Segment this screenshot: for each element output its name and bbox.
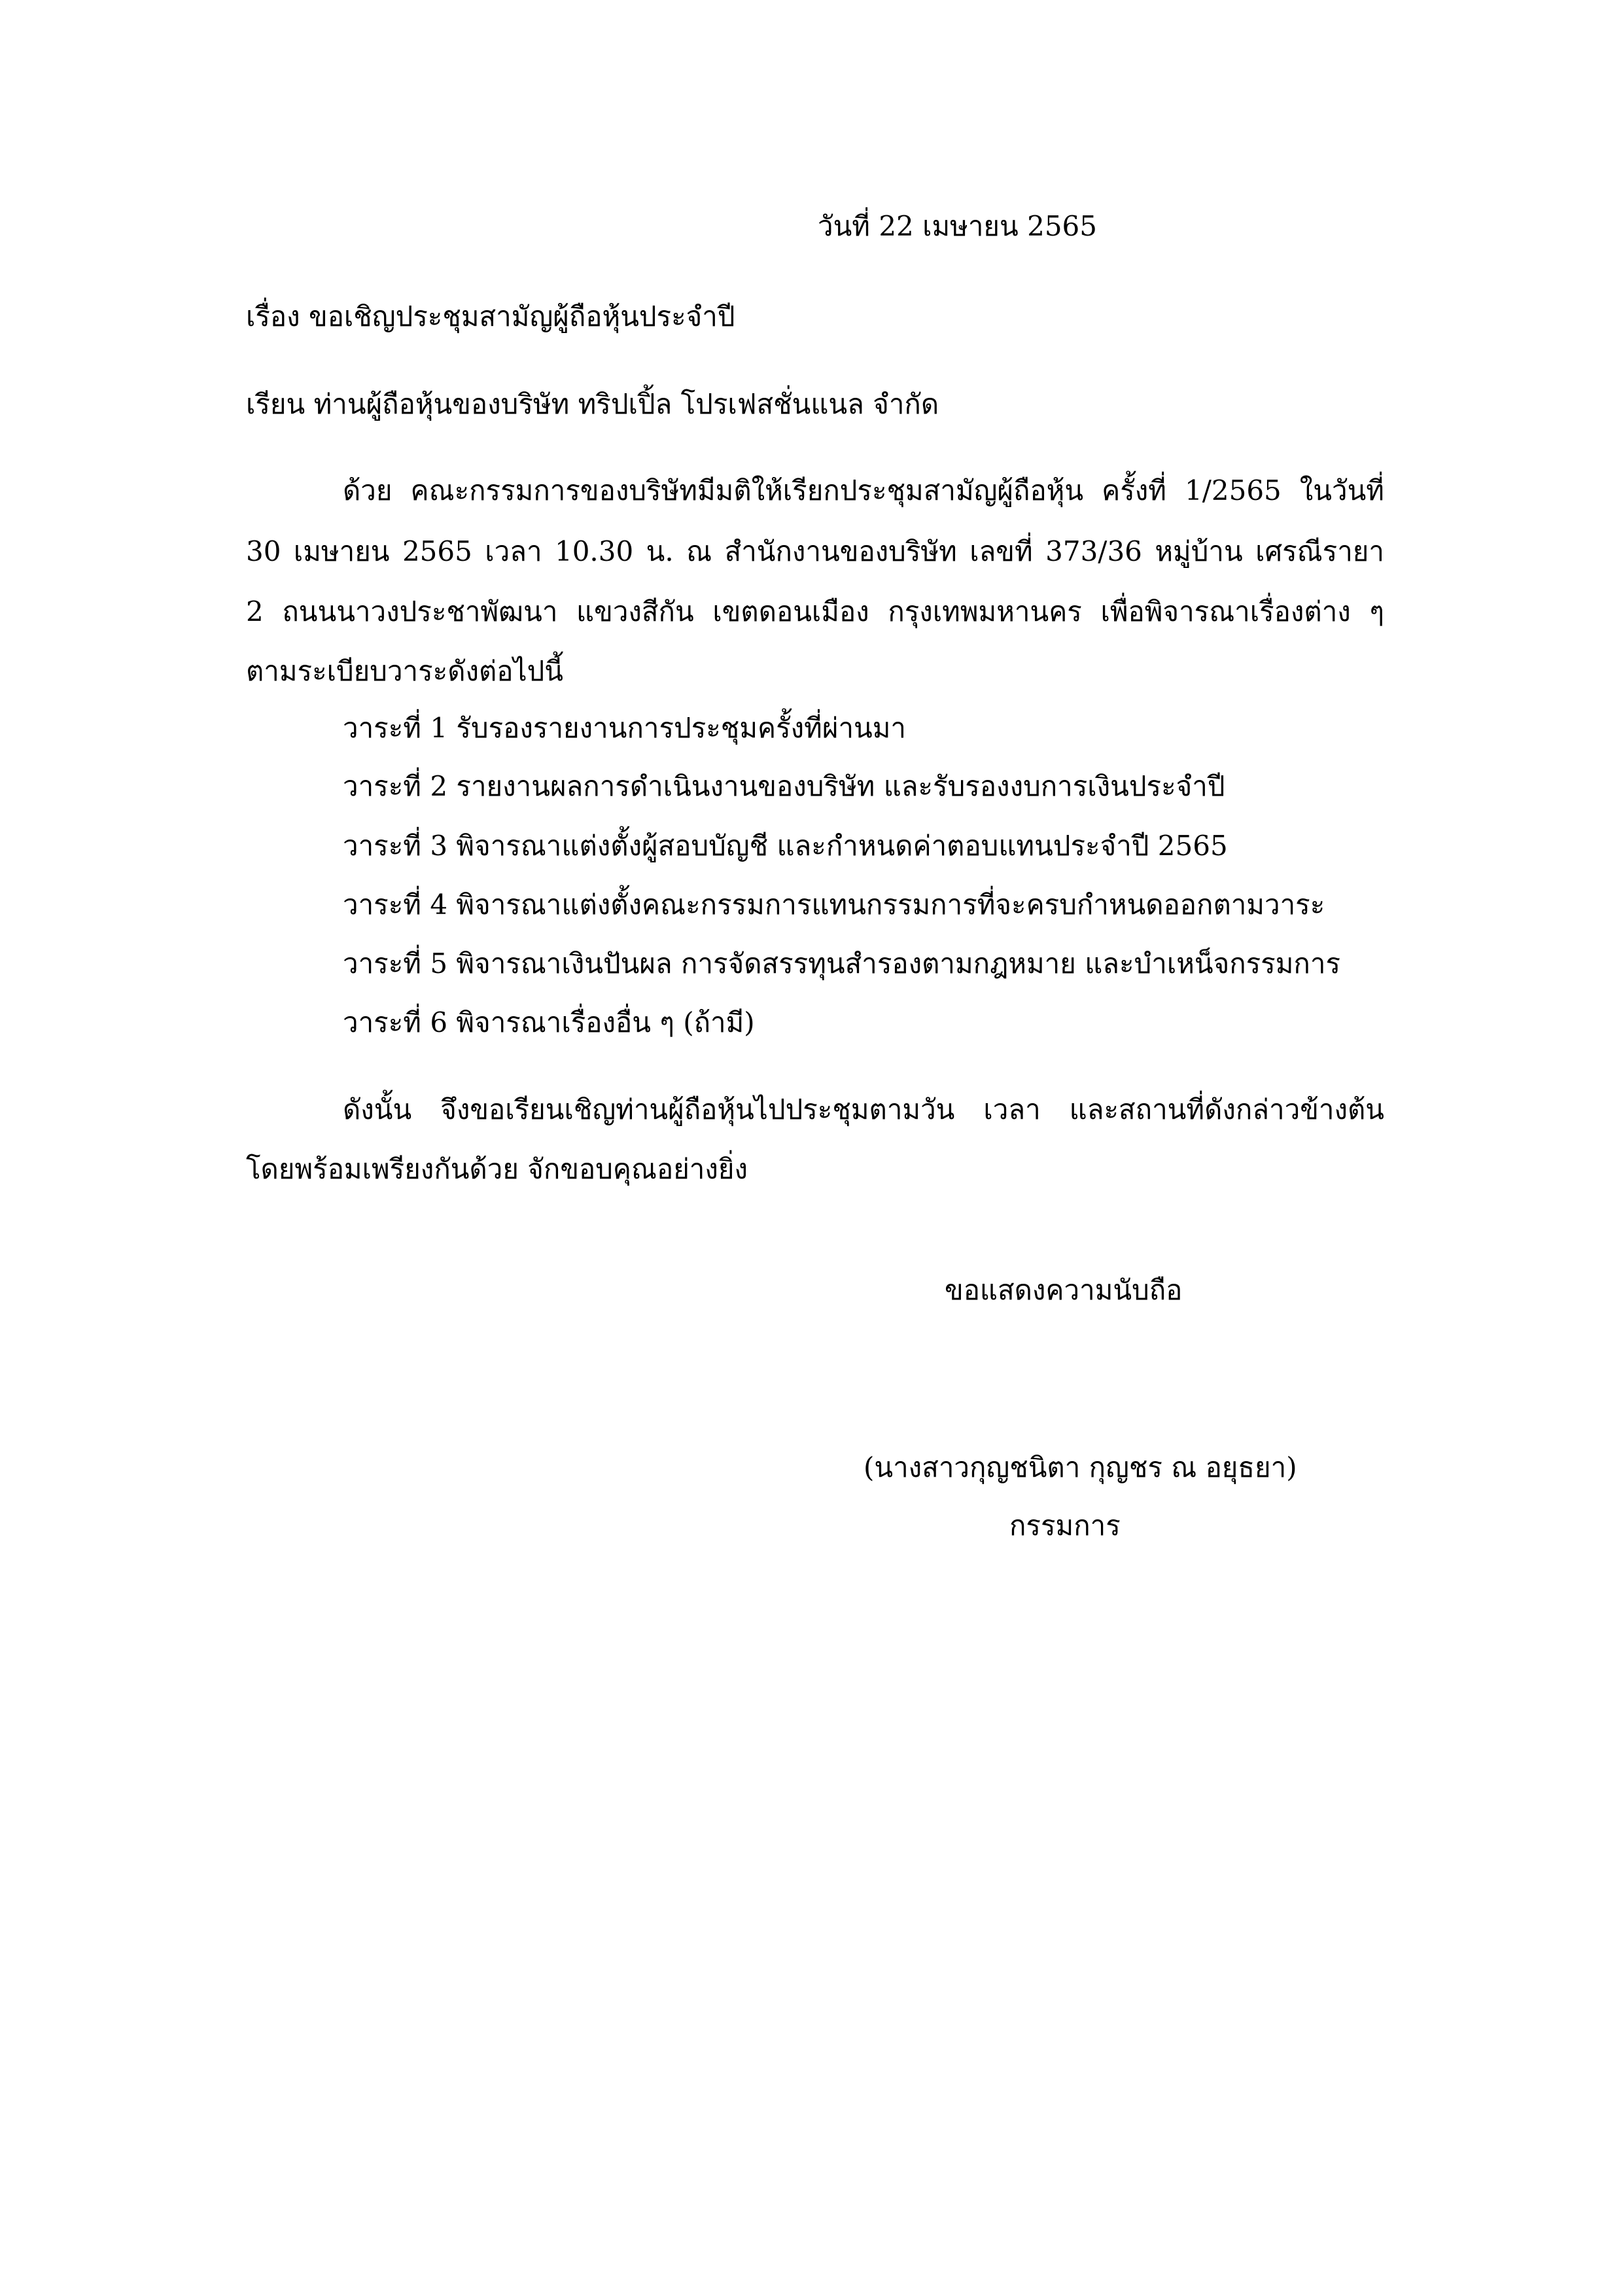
- signer-name: (นางสาวกุญชนิตา กุญชร ณ อยุธยา): [864, 1451, 1297, 1483]
- agenda-item: วาระที่ 2 รายงานผลการดำเนินงานของบริษัท และรับรองงบการเงินประจำปี: [343, 770, 1225, 802]
- signer-position: กรรมการ: [1009, 1510, 1121, 1542]
- body-line: ตามระเบียบวาระดังต่อไปนี้: [246, 655, 564, 687]
- complimentary-close: ขอแสดงความนับถือ: [945, 1274, 1183, 1306]
- closing-line: โดยพร้อมเพรียงกันด้วย จักขอบคุณอย่างยิ่ง: [246, 1153, 748, 1185]
- body-line: 2 ถนนนาวงประชาพัฒนา แขวงสีกัน เขตดอนเมือง กรุงเทพมหานคร เพื่อพิจารณาเรื่องต่าง ๆ: [246, 595, 1384, 627]
- closing-line: ดังนั้น จึงขอเรียนเชิญท่านผู้ถือหุ้นไปประชุมตามวัน เวลา และสถานที่ดังกล่าวข้างต้น: [343, 1093, 1384, 1125]
- agenda-item: วาระที่ 4 พิจารณาแต่งตั้งคณะกรรมการแทนกรรมการที่จะครบกำหนดออกตามวาระ: [343, 889, 1325, 921]
- agenda-item: วาระที่ 1 รับรองรายงานการประชุมครั้งที่ผ่านมา: [343, 712, 907, 744]
- letter-date: วันที่ 22 เมษายน 2565: [818, 210, 1097, 242]
- body-line: 30 เมษายน 2565 เวลา 10.30 น. ณ สำนักงานของบริษัท เลขที่ 373/36 หมู่บ้าน เศรณีรายา: [246, 535, 1384, 567]
- letter-subject: เรื่อง ขอเชิญประชุมสามัญผู้ถือหุ้นประจำปี: [246, 300, 735, 332]
- agenda-item: วาระที่ 3 พิจารณาแต่งตั้งผู้สอบบัญชี และกำหนดค่าตอบแทนประจำปี 2565: [343, 830, 1228, 862]
- body-line: ด้วย คณะกรรมการของบริษัทมีมติให้เรียกประชุมสามัญผู้ถือหุ้น ครั้งที่ 1/2565 ในวันที่: [343, 474, 1384, 506]
- agenda-item: วาระที่ 5 พิจารณาเงินปันผล การจัดสรรทุนสำรองตามกฎหมาย และบำเหน็จกรรมการ: [343, 947, 1341, 980]
- letter-salutation: เรียน ท่านผู้ถือหุ้นของบริษัท ทริปเปิ้ล โปรเฟสชั่นแนล จำกัด: [246, 388, 939, 420]
- agenda-item: วาระที่ 6 พิจารณาเรื่องอื่น ๆ (ถ้ามี): [343, 1006, 755, 1038]
